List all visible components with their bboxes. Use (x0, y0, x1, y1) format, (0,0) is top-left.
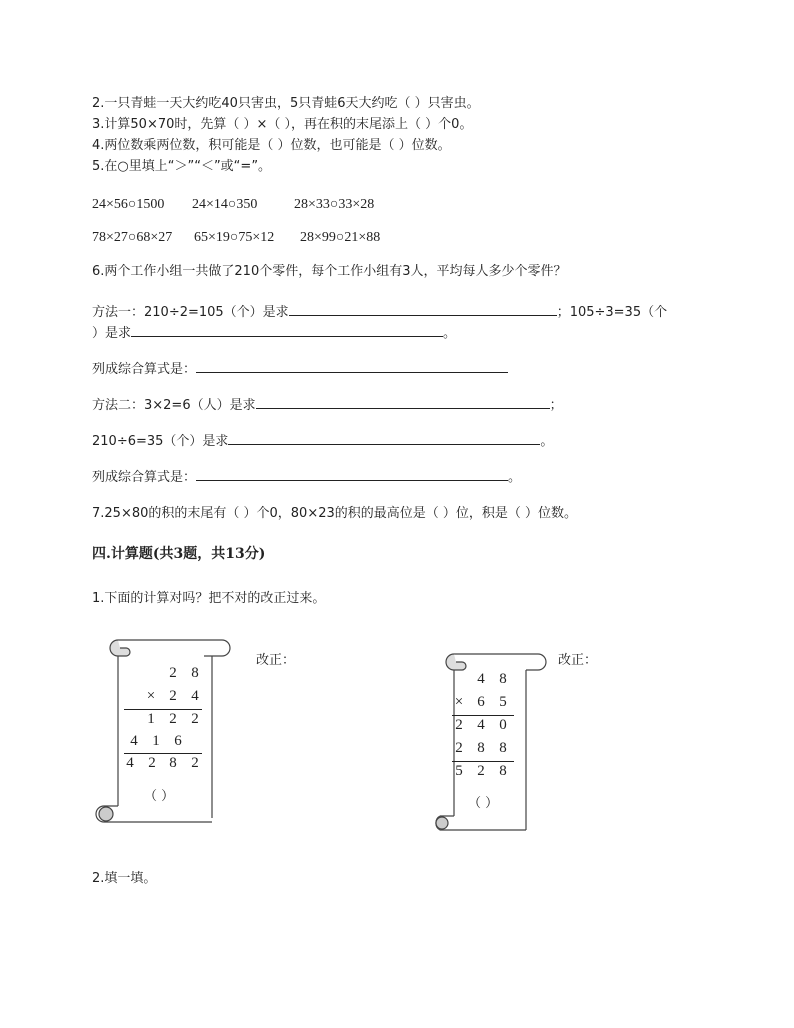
compare-item: 24×14○350 (192, 197, 258, 212)
compare-item: 65×19○75×12 (194, 230, 275, 245)
question-3: 3.计算50×70时，先算（ ）×（ ），再在积的末尾添上（ ）个0。 (92, 117, 473, 132)
formula-line-2 (92, 466, 521, 487)
answer-blank[interactable] (196, 466, 508, 481)
digit: 6 (477, 694, 485, 710)
compare-item: 28×33○33×28 (294, 197, 375, 212)
period: 。 (443, 326, 457, 341)
formula-line-1 (92, 358, 508, 379)
digit: 2 (169, 665, 177, 681)
digit: 2 (191, 711, 199, 727)
method-2-line-2 (92, 430, 553, 451)
answer-blank[interactable] (131, 322, 443, 337)
digit: 5 (455, 763, 463, 779)
compare-item: 24×56○1500 (92, 197, 165, 212)
section-question-1: 1.下面的计算对吗？把不对的改正过来。 (92, 591, 326, 606)
digit: 4 (477, 717, 485, 733)
answer-paren: （ ） (468, 796, 499, 811)
answer-blank[interactable] (196, 358, 508, 373)
digit: 2 (169, 688, 177, 704)
divider (124, 709, 202, 710)
method-2-text-2: 210÷6=35（个）是求 (92, 434, 229, 449)
digit: 8 (499, 740, 507, 756)
section-title: 四.计算题(共3题，共13分) (92, 546, 266, 562)
question-6: 6.两个工作小组一共做了210个零件，每个工作小组有3人，平均每人多少个零件？ (92, 264, 567, 279)
question-4: 4.两位数乘两位数，积可能是（ ）位数，也可能是（ ）位数。 (92, 138, 451, 153)
digit: 5 (499, 694, 507, 710)
digit: 1 (147, 711, 155, 727)
digit: 1 (152, 733, 160, 749)
digit: 8 (169, 755, 177, 771)
digit: × (146, 688, 156, 704)
method-1-text-2: ）是求 (92, 326, 132, 341)
answer-blank[interactable] (228, 430, 540, 445)
method-2-line (92, 394, 563, 415)
formula-label: 列成综合算式是： (92, 362, 197, 377)
period: 。 (540, 434, 554, 449)
digit: 2 (169, 711, 177, 727)
digit: 2 (148, 755, 156, 771)
question-5: 5.在○里填上“＞”“＜”或“=”。 (92, 159, 272, 174)
period: 。 (508, 470, 522, 485)
digit: 8 (499, 763, 507, 779)
compare-item: 28×99○21×88 (300, 230, 381, 245)
digit: 2 (455, 740, 463, 756)
section-question-2: 2.填一填。 (92, 871, 157, 886)
question-2: 2.一只青蛙一天大约吃40只害虫，5只青蛙6天大约吃（ ）只害虫。 (92, 96, 480, 111)
digit: 0 (499, 717, 507, 733)
digit: 2 (477, 763, 485, 779)
digit: 2 (455, 717, 463, 733)
divider (452, 715, 514, 716)
divider (452, 761, 514, 762)
digit: × (454, 694, 464, 710)
method-1-next: ；105÷3=35（个 (556, 305, 668, 320)
digit: 4 (191, 688, 199, 704)
formula-label: 列成综合算式是： (92, 470, 197, 485)
digit: 2 (191, 755, 199, 771)
method-1-line-2 (92, 322, 456, 343)
digit: 6 (174, 733, 182, 749)
correction-label: 改正： (256, 653, 296, 668)
digit: 8 (477, 740, 485, 756)
compare-item: 78×27○68×27 (92, 230, 173, 245)
method-1-text: 方法一：210÷2=105（个）是求 (92, 305, 289, 320)
correction-label: 改正： (558, 653, 598, 668)
answer-paren: （ ） (144, 789, 175, 804)
divider (124, 753, 202, 754)
digit: 8 (191, 665, 199, 681)
method-1-line (92, 301, 667, 322)
answer-blank[interactable] (289, 301, 557, 316)
question-7: 7.25×80的积的末尾有（ ）个0，80×23的积的最高位是（ ）位，积是（ ）位数。 (92, 506, 578, 521)
digit: 4 (126, 755, 134, 771)
digit: 4 (477, 671, 485, 687)
answer-blank[interactable] (256, 394, 550, 409)
digit: 4 (130, 733, 138, 749)
semicolon: ； (549, 398, 563, 413)
digit: 8 (499, 671, 507, 687)
method-2-text: 方法二：3×2=6（人）是求 (92, 398, 256, 413)
